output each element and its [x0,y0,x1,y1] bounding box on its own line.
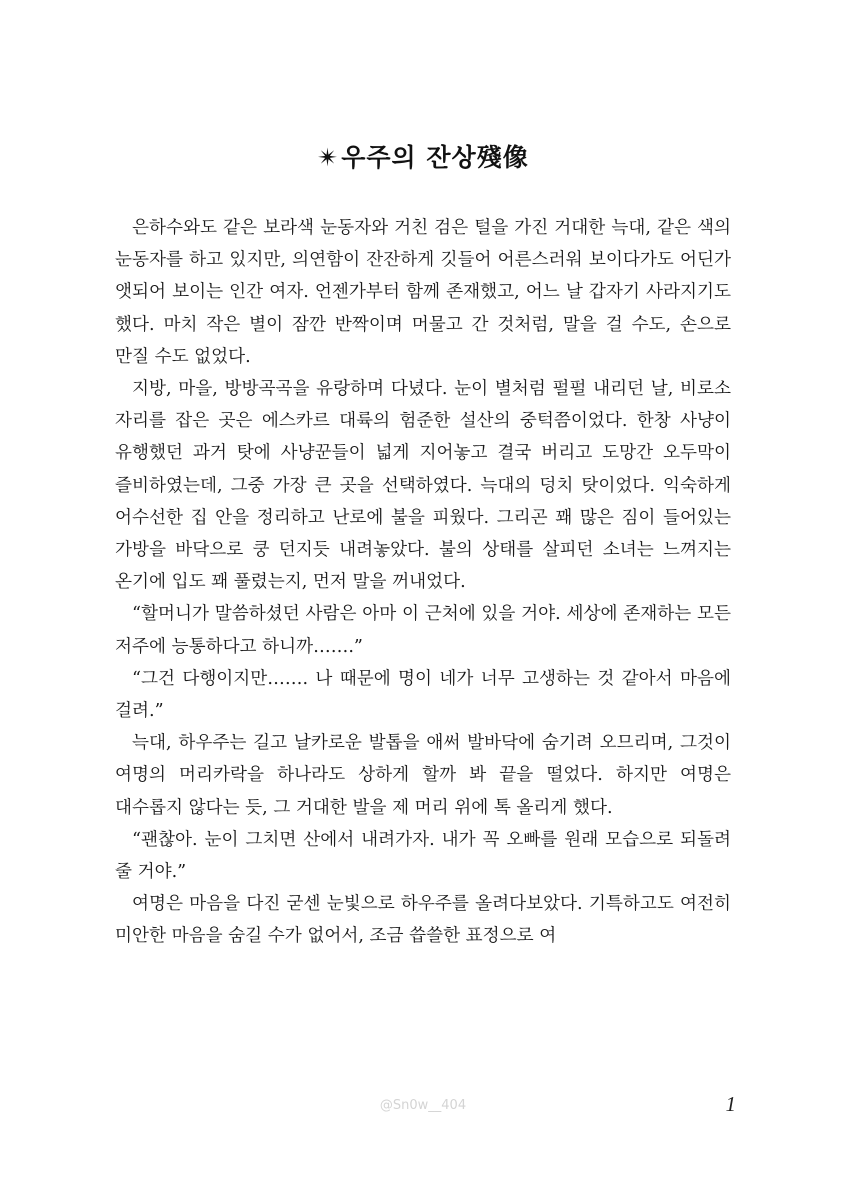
chapter-title [0,138,846,174]
paragraph: “괜찮아. 눈이 그치면 산에서 내려가자. 내가 꼭 오빠를 원래 모습으로 되돌려 줄 거야.” [115,829,731,883]
body-text [115,212,731,953]
paragraph: “그건 다행이지만……. 나 때문에 명이 네가 너무 고생하는 것 같아서 마음에 걸려.” [115,668,731,722]
chapter-title-text: 우주의 잔상殘像 [341,143,529,172]
paragraph: 늑대, 하우주는 길고 날카로운 발톱을 애써 발바닥에 숨기려 오므리며, 그것이 여명의 머리카락을 하나라도 상하게 할까 봐 끝을 떨었다. 하지만 여명은 대수롭지 않다는 듯, 그 거대한 발을 제 머리 위에 톡 올리게 했다. [115,733,731,818]
paragraph: “할머니가 말씀하셨던 사람은 아마 이 근처에 있을 거야. 세상에 존재하는 모든 저주에 능통하다고 하니까…….” [115,604,731,657]
asterisk-star-icon: ✴ [317,143,340,172]
paragraph: 은하수와도 같은 보라색 눈동자와 거친 검은 털을 가진 거대한 늑대, 같은 색의 눈동자를 하고 있지만, 의연함이 잔잔하게 깃들어 어른스러워 보이다가도 어딘가 앳되어 보이는 인간 여자. 언젠가부터 함께 존재했고, 어느 날 갑자기 사라지기도 했다. 마치 작은 별이 잠깐 반짝이며 머물고 간 것처럼, 말을 걸 수도, 손으로 만질 수도 없었다. [115,218,731,367]
paragraph: 여명은 마음을 다진 굳센 눈빛으로 하우주를 올려다보았다. 기특하고도 여전히 미안한 마음을 숨길 수가 없어서, 조금 씁쓸한 표정으로 여 [115,894,731,947]
page-number: 1 [725,1092,736,1116]
paragraph: 지방, 마을, 방방곡곡을 유랑하며 다녔다. 눈이 별처럼 펄펄 내리던 날, 비로소 자리를 잡은 곳은 에스카르 대륙의 험준한 설산의 중턱쯤이었다. 한창 사냥이 유행했던 과거 탓에 사냥꾼들이 넓게 지어놓고 결국 버리고 도망간 오두막이 즐비하였는데, 그중 가장 큰 곳을 선택하였다. 늑대의 덩치 탓이었다. 익숙하게 어수선한 집 안을 정리하고 난로에 불을 피웠다. 그리곤 꽤 많은 짐이 들어있는 가방을 바닥으로 쿵 던지듯 내려놓았다. 불의 상태를 살피던 소녀는 느껴지는 온기에 입도 꽤 풀렸는지, 먼저 말을 꺼내었다. [115,379,731,593]
watermark: @Sn0w__404 [379,1098,467,1113]
